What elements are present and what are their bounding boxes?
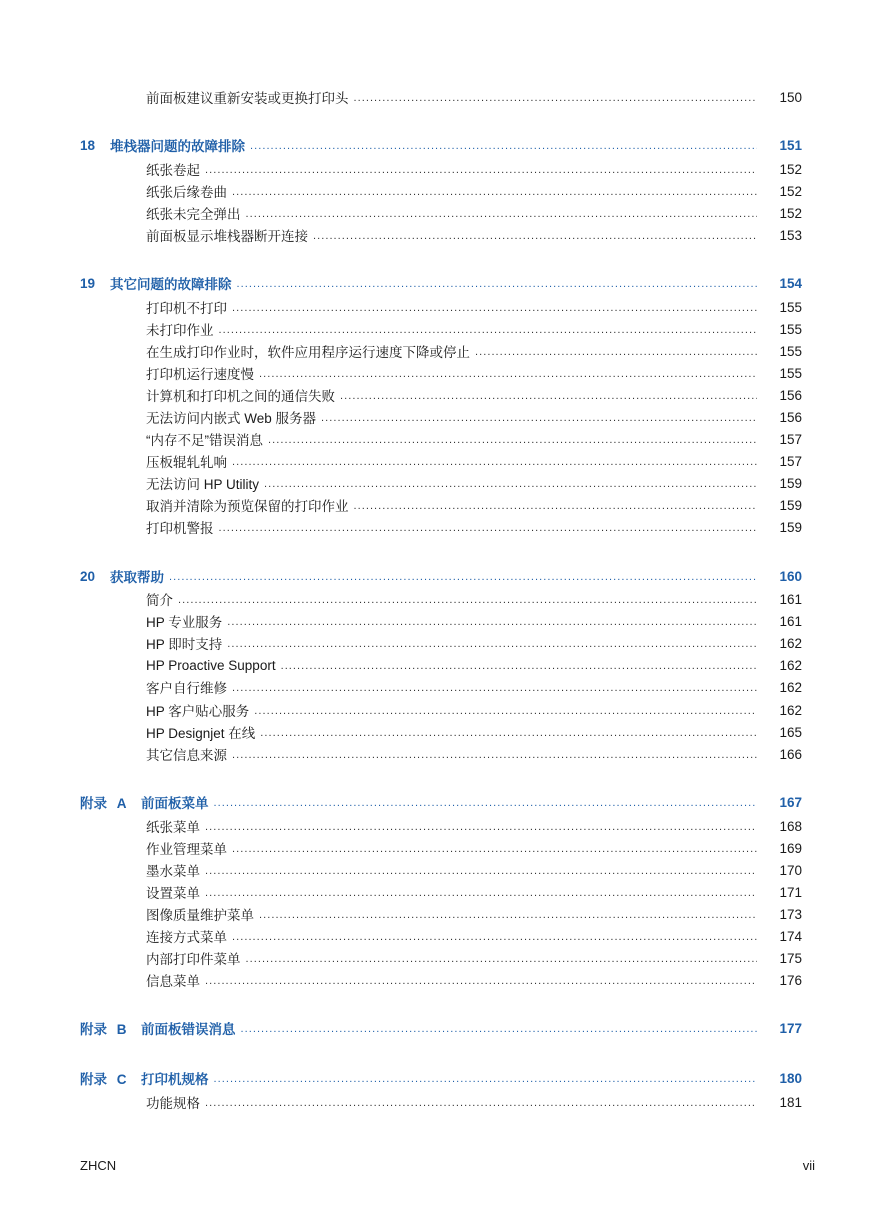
toc-page-number: 157 [779, 453, 802, 469]
toc-entry-title: 前面板错误消息 [141, 1022, 236, 1037]
toc-entry-title: 打印机不打印 [146, 301, 227, 316]
toc-entry-title: 作业管理菜单 [146, 842, 227, 857]
toc-dot-leader [250, 135, 757, 155]
toc-entry-title: 前面板菜单 [141, 796, 209, 811]
toc-section-entry[interactable] [0, 722, 869, 742]
toc-page-number: 166 [779, 746, 802, 762]
toc-section-entry[interactable] [0, 181, 869, 201]
toc-page-number: 169 [779, 840, 802, 856]
toc-page-number: 152 [779, 205, 802, 221]
toc-dot-leader [354, 495, 758, 515]
toc-page-number: 167 [779, 794, 802, 810]
toc-entry-title: 其它信息来源 [146, 748, 227, 763]
toc-entry-title: HP 专业服务 [146, 615, 223, 630]
toc-page-number: 181 [779, 1094, 802, 1110]
toc-dot-leader [205, 816, 757, 836]
toc-page-number: 171 [779, 884, 802, 900]
toc-dot-leader [219, 517, 758, 537]
toc-dot-leader [178, 589, 757, 609]
toc-entry-title: HP 即时支持 [146, 637, 223, 652]
toc-page-number: 176 [779, 972, 802, 988]
toc-page-number: 155 [779, 321, 802, 337]
toc-dot-leader [205, 860, 757, 880]
toc-section-entry[interactable] [0, 904, 869, 924]
toc-entry-title: HP 客户贴心服务 [146, 704, 250, 719]
toc-section-entry[interactable] [0, 970, 869, 990]
toc-entry-title: 未打印作业 [146, 323, 214, 338]
toc-page-number: 155 [779, 343, 802, 359]
toc-chapter-entry[interactable] [0, 792, 869, 812]
toc-dot-leader [232, 181, 757, 201]
footer-language-code: ZHCN [80, 1158, 117, 1173]
toc-entry-title: HP Proactive Support [146, 657, 276, 673]
toc-dot-leader [259, 363, 757, 383]
toc-entry-title: 纸张卷起 [146, 163, 200, 178]
toc-dot-leader [227, 611, 757, 631]
toc-dot-leader [241, 1018, 758, 1038]
toc-section-entry[interactable] [0, 495, 869, 515]
toc-chapter-entry[interactable] [0, 1068, 869, 1088]
toc-entry-title: 前面板显示堆栈器断开连接 [146, 229, 308, 244]
toc-entry-title: 无法访问内嵌式 Web 服务器 [146, 411, 317, 426]
toc-page-number: 159 [779, 497, 802, 513]
toc-section-entry[interactable] [0, 655, 869, 675]
toc-dot-leader [340, 385, 757, 405]
toc-chapter-entry[interactable] [0, 1018, 869, 1038]
toc-section-entry[interactable] [0, 159, 869, 179]
toc-page-number: 153 [779, 227, 802, 243]
toc-dot-leader [219, 319, 758, 339]
toc-entry-title: 客户自行维修 [146, 681, 227, 696]
toc-section-entry[interactable] [0, 297, 869, 317]
toc-dot-leader [169, 566, 757, 586]
toc-entry-title: 堆栈器问题的故障排除 [110, 139, 245, 154]
toc-dot-leader [254, 700, 757, 720]
toc-dot-leader [232, 677, 757, 697]
toc-entry-title: 其它问题的故障排除 [110, 277, 232, 292]
toc-page-number: 173 [779, 906, 802, 922]
toc-entry-title: 墨水菜单 [146, 864, 200, 879]
toc-page-number: 152 [779, 183, 802, 199]
toc-entry-title: HP Designjet 在线 [146, 726, 256, 741]
toc-page-number: 160 [779, 568, 802, 584]
toc-dot-leader [214, 792, 758, 812]
toc-dot-leader [475, 341, 757, 361]
toc-dot-leader [260, 722, 757, 742]
toc-section-entry[interactable] [0, 860, 869, 880]
toc-section-entry[interactable] [0, 589, 869, 609]
toc-entry-title: 打印机规格 [141, 1072, 209, 1087]
toc-section-entry[interactable] [0, 451, 869, 471]
toc-section-entry[interactable] [0, 203, 869, 223]
toc-page-number: 156 [779, 409, 802, 425]
toc-page-number: 161 [779, 613, 802, 629]
toc-section-entry[interactable] [0, 385, 869, 405]
toc-page-number: 159 [779, 475, 802, 491]
toc-entry-title: 内部打印件菜单 [146, 952, 241, 967]
toc-dot-leader [214, 1068, 758, 1088]
toc-section-entry[interactable] [0, 407, 869, 427]
toc-page-number: 156 [779, 387, 802, 403]
toc-section-entry[interactable] [0, 611, 869, 631]
toc-page-number: 180 [779, 1070, 802, 1086]
toc-page-number: 165 [779, 724, 802, 740]
toc-page-number: 162 [779, 679, 802, 695]
toc-entry-title: 前面板建议重新安装或更换打印头 [146, 91, 349, 106]
toc-section-entry[interactable] [0, 926, 869, 946]
toc-dot-leader [232, 451, 757, 471]
toc-page-number: 168 [779, 818, 802, 834]
toc-chapter-number: 19 [80, 275, 96, 291]
toc-entry-title: 简介 [146, 593, 173, 608]
toc-page-number: 150 [779, 89, 802, 105]
toc-dot-leader [227, 633, 757, 653]
toc-entry-title: 取消并清除为预览保留的打印作业 [146, 499, 349, 514]
toc-chapter-entry[interactable] [0, 273, 869, 293]
toc-dot-leader [232, 297, 757, 317]
toc-entry-title: 无法访问 HP Utility [146, 477, 260, 492]
toc-page-number: 161 [779, 591, 802, 607]
toc-section-entry[interactable] [0, 677, 869, 697]
toc-dot-leader [205, 970, 757, 990]
toc-chapter-number: 附录 C [80, 1072, 127, 1087]
toc-section-entry[interactable] [0, 838, 869, 858]
toc-entry-title: 计算机和打印机之间的通信失败 [146, 389, 335, 404]
toc-dot-leader [268, 429, 757, 449]
toc-dot-leader [205, 1092, 757, 1112]
toc-section-entry[interactable] [0, 473, 869, 493]
toc-page-number: 159 [779, 519, 802, 535]
toc-dot-leader [264, 473, 757, 493]
toc-section-entry[interactable] [0, 882, 869, 902]
toc-entry-title: 打印机运行速度慢 [146, 367, 254, 382]
toc-dot-leader [259, 904, 757, 924]
toc-section-entry[interactable] [0, 319, 869, 339]
toc-entry-title: 信息菜单 [146, 974, 200, 989]
toc-chapter-number: 附录 B [80, 1022, 127, 1037]
toc-entry-title: 图像质量维护菜单 [146, 908, 254, 923]
footer-page-number: vii [802, 1158, 815, 1173]
toc-section-entry[interactable] [0, 341, 869, 361]
toc-entry-title: 纸张菜单 [146, 820, 200, 835]
toc-dot-leader [232, 744, 757, 764]
toc-section-entry[interactable] [0, 225, 869, 245]
toc-page-number: 162 [779, 702, 802, 718]
toc-page-number: 170 [779, 862, 802, 878]
toc-entry-title: 在生成打印作业时，软件应用程序运行速度下降或停止 [146, 345, 470, 360]
toc-section-entry[interactable] [0, 948, 869, 968]
toc-dot-leader [281, 655, 757, 675]
toc-entry-title: 纸张后缘卷曲 [146, 185, 227, 200]
toc-section-entry[interactable] [0, 429, 869, 449]
toc-entry-title: 设置菜单 [146, 886, 200, 901]
toc-section-entry[interactable] [0, 87, 869, 107]
toc-chapter-number: 20 [80, 568, 96, 584]
toc-page-number: 175 [779, 950, 802, 966]
toc-entry-title: 压板辊轧轧响 [146, 455, 227, 470]
toc-dot-leader [246, 203, 758, 223]
toc-page-number: 152 [779, 161, 802, 177]
toc-chapter-entry[interactable] [0, 566, 869, 586]
toc-chapter-entry[interactable] [0, 135, 869, 155]
toc-dot-leader [232, 926, 757, 946]
toc-entry-title: 纸张未完全弹出 [146, 207, 241, 222]
toc-page-number: 157 [779, 431, 802, 447]
toc-page-number: 154 [779, 275, 802, 291]
toc-entry-title: “内存不足”错误消息 [146, 433, 263, 448]
toc-dot-leader [205, 882, 757, 902]
toc-section-entry[interactable] [0, 744, 869, 764]
toc-page-number: 174 [779, 928, 802, 944]
toc-section-entry[interactable] [0, 1092, 869, 1112]
toc-section-entry[interactable] [0, 816, 869, 836]
toc-dot-leader [313, 225, 757, 245]
toc-page-number: 177 [779, 1020, 802, 1036]
toc-entry-title: 功能规格 [146, 1096, 200, 1111]
toc-dot-leader [321, 407, 757, 427]
toc-entry-title: 获取帮助 [110, 570, 164, 585]
toc-dot-leader [354, 87, 758, 107]
toc-page-number: 162 [779, 657, 802, 673]
toc-entry-title: 打印机警报 [146, 521, 214, 536]
toc-dot-leader [205, 159, 757, 179]
toc-page-number: 162 [779, 635, 802, 651]
toc-chapter-number: 18 [80, 137, 96, 153]
toc-dot-leader [232, 838, 757, 858]
toc-section-entry[interactable] [0, 363, 869, 383]
toc-dot-leader [246, 948, 758, 968]
toc-dot-leader [237, 273, 758, 293]
toc-page-number: 151 [779, 137, 802, 153]
toc-entry-title: 连接方式菜单 [146, 930, 227, 945]
toc-page-number: 155 [779, 365, 802, 381]
toc-chapter-number: 附录 A [80, 796, 127, 811]
toc-section-entry[interactable] [0, 700, 869, 720]
toc-section-entry[interactable] [0, 633, 869, 653]
toc-section-entry[interactable] [0, 517, 869, 537]
toc-page-number: 155 [779, 299, 802, 315]
